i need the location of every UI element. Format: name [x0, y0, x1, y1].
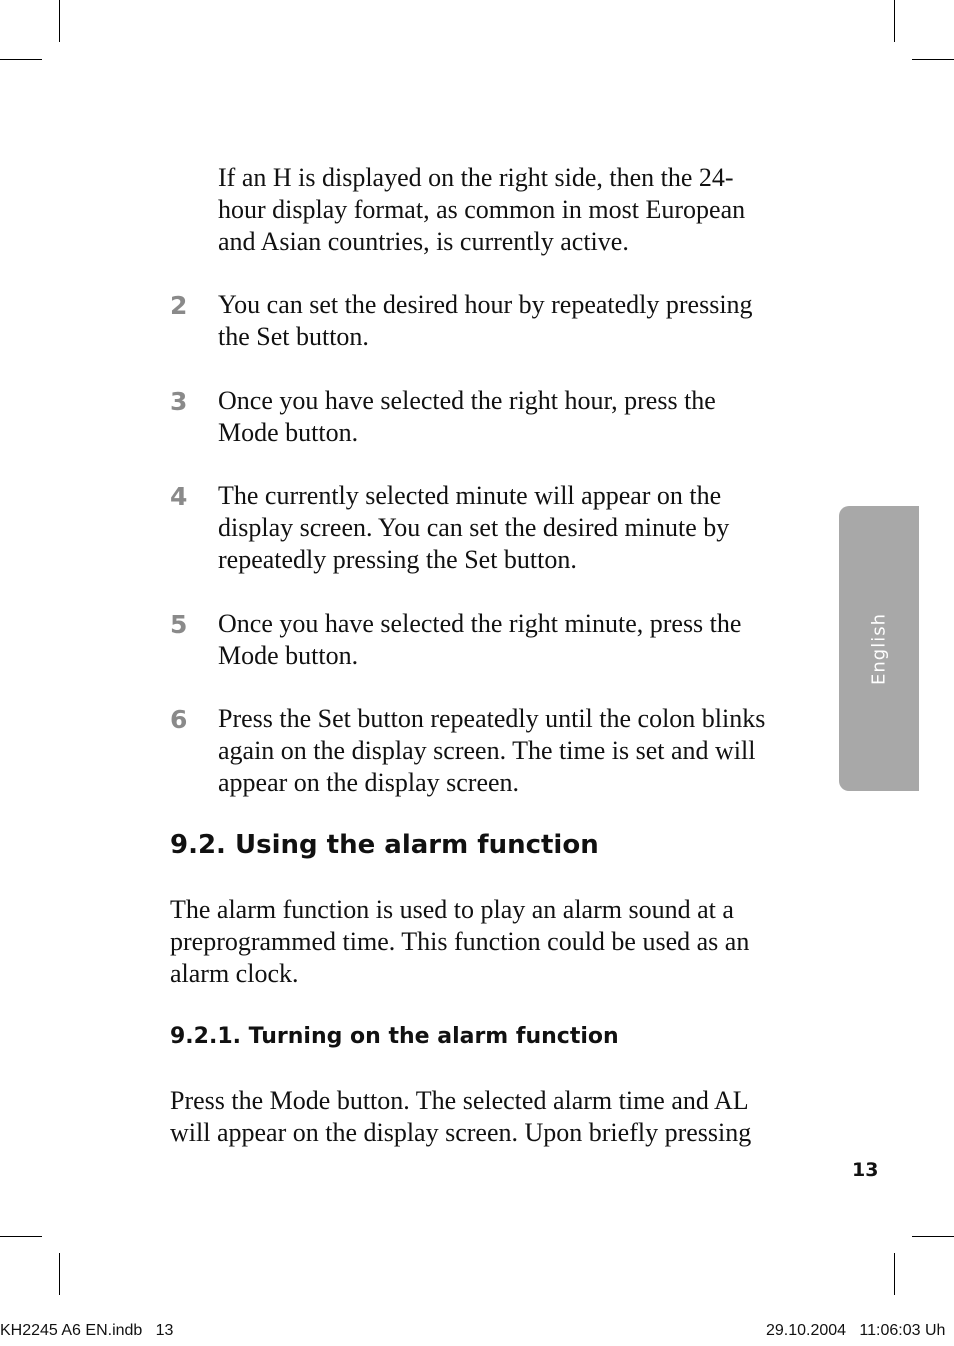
step-text: Press the Set button repeatedly until the colon blinks again on the display screen. The time is set and will appear on the display screen. — [218, 704, 766, 797]
crop-mark — [894, 1253, 895, 1295]
language-tab-label: English — [868, 612, 890, 685]
step-text: Once you have selected the right minute, press the Mode button. — [218, 609, 742, 670]
step-number: 6 — [170, 705, 188, 734]
subsection-heading: 9.2.1. Turning on the alarm function — [170, 1024, 619, 1049]
section-heading: 9.2. Using the alarm function — [170, 830, 599, 860]
subsection-paragraph: Press the Mode button. The selected alarm time and AL will appear on the display screen. Upon briefly pressing — [170, 1086, 752, 1147]
section-paragraph: The alarm function is used to play an alarm sound at a preprogrammed time. This function could be used as an alarm clock. — [170, 895, 750, 988]
page-number: 13 — [852, 1159, 879, 1181]
crop-mark — [0, 1236, 42, 1237]
step-number: 2 — [170, 291, 188, 320]
crop-mark — [894, 0, 895, 42]
crop-mark — [912, 1236, 954, 1237]
step-text: The currently selected minute will appear on the display screen. You can set the desired minute by repeatedly pressing the Set button. — [218, 481, 730, 574]
step-text: You can set the desired hour by repeatedly pressing the Set button. — [218, 290, 753, 351]
step-number: 3 — [170, 387, 188, 416]
step-text: Once you have selected the right hour, press the Mode button. — [218, 386, 716, 447]
print-slug-file: KH2245 A6 EN.indb 13 — [0, 1322, 174, 1339]
step-number: 5 — [170, 610, 188, 639]
print-slug-timestamp: 29.10.2004 11:06:03 Uh — [766, 1322, 946, 1339]
language-tab — [839, 506, 919, 791]
intro-paragraph: If an H is displayed on the right side, then the 24- hour display format, as common in most European and Asian countries, is currently active. — [218, 163, 746, 256]
crop-mark — [0, 59, 42, 60]
step-number: 4 — [170, 482, 188, 511]
crop-mark — [59, 0, 60, 42]
crop-mark — [912, 59, 954, 60]
crop-mark — [59, 1253, 60, 1295]
